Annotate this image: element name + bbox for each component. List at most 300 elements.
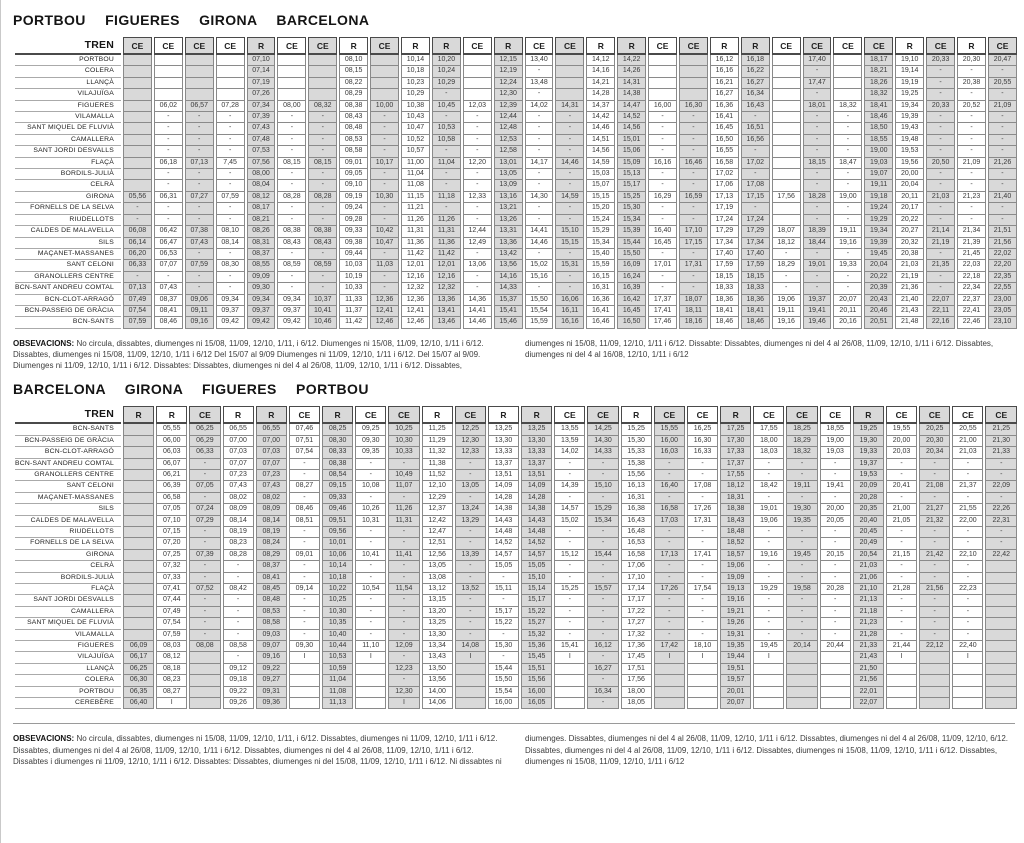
time-cell: - (741, 203, 770, 214)
time-cell: 20,33 (926, 55, 955, 66)
time-cell: 11,15 (401, 192, 430, 203)
time-cell: 12,01 (432, 260, 461, 271)
time-cell: 09,35 (355, 447, 386, 458)
table-row (15, 260, 1017, 271)
time-cell: 16,42 (617, 295, 646, 306)
time-cell: 14,16 (586, 66, 615, 77)
time-cell: - (687, 595, 718, 606)
time-cell: - (370, 203, 399, 214)
time-cell: 13,43 (422, 652, 453, 663)
time-cell: 18,03 (753, 447, 784, 458)
time-cell: 18,33 (741, 283, 770, 294)
time-cell: - (525, 180, 554, 191)
time-cell: 16,59 (679, 192, 708, 203)
time-cell: - (463, 249, 492, 260)
time-cell: - (355, 527, 386, 538)
time-cell: 07,03 (256, 447, 287, 458)
time-cell: 08,45 (256, 584, 287, 595)
time-cell: 20,03 (886, 447, 917, 458)
time-cell: 17,08 (687, 481, 718, 492)
time-cell: - (786, 561, 817, 572)
time-cell: 06,39 (156, 481, 187, 492)
train-type-cell: R (710, 37, 739, 55)
time-cell: 13,25 (521, 424, 552, 435)
time-cell (952, 698, 983, 709)
time-cell: 16,58 (621, 550, 652, 561)
time-cell: 15,29 (586, 226, 615, 237)
time-cell: - (488, 630, 519, 641)
time-cell: 15,30 (617, 203, 646, 214)
time-cell: 07,49 (156, 607, 187, 618)
time-cell: 17,31 (687, 516, 718, 527)
time-cell: 22,55 (988, 283, 1017, 294)
time-cell: - (753, 618, 784, 629)
time-cell: 18,41 (741, 306, 770, 317)
time-cell: 16,48 (621, 527, 652, 538)
time-cell: - (555, 112, 584, 123)
time-cell: 14,59 (586, 158, 615, 169)
time-cell: 16,34 (741, 89, 770, 100)
station-cell: SANT MIQUEL DE FLUVIÀ (15, 123, 121, 134)
time-cell: - (820, 561, 851, 572)
train-type-cell: CE (654, 406, 685, 424)
time-cell: 14,28 (488, 493, 519, 504)
time-cell: - (463, 180, 492, 191)
time-cell: 17,01 (648, 260, 677, 271)
time-cell: 15,25 (617, 192, 646, 203)
time-cell: - (189, 538, 220, 549)
time-cell: 14,28 (521, 493, 552, 504)
table-row (15, 516, 1017, 527)
time-cell: 18,32 (786, 447, 817, 458)
time-cell: 19,48 (895, 135, 924, 146)
time-cell (216, 89, 245, 100)
time-cell: - (833, 180, 862, 191)
time-cell: 10,52 (401, 135, 430, 146)
time-cell (820, 675, 851, 686)
time-cell: 13,59 (554, 436, 585, 447)
time-cell: 15,54 (525, 306, 554, 317)
time-cell: 20,07 (720, 698, 751, 709)
time-cell: 20,51 (864, 317, 893, 328)
time-cell: - (952, 561, 983, 572)
time-cell: 07,46 (289, 424, 320, 435)
time-cell: 15,02 (554, 516, 585, 527)
time-cell: 10,57 (401, 146, 430, 157)
time-cell: - (952, 573, 983, 584)
time-cell: 13,34 (422, 641, 453, 652)
time-cell: 11,07 (388, 481, 419, 492)
time-cell: 17,41 (648, 306, 677, 317)
time-cell: 08,37 (247, 249, 276, 260)
time-cell: - (587, 538, 618, 549)
time-cell: 07,39 (189, 550, 220, 561)
time-cell (123, 66, 152, 77)
time-cell: - (985, 538, 1017, 549)
time-cell: 07,49 (123, 295, 152, 306)
time-cell: - (679, 249, 708, 260)
time-cell: 11,37 (339, 306, 368, 317)
station-cell: MAÇANET-MASSANES (15, 249, 121, 260)
time-cell (654, 698, 685, 709)
time-cell (554, 664, 585, 675)
time-cell: 16,15 (586, 272, 615, 283)
train-type-cell: CE (753, 406, 784, 424)
time-cell: 15,27 (521, 618, 552, 629)
time-cell: 18,11 (679, 306, 708, 317)
time-cell (289, 687, 320, 698)
time-cell: - (654, 618, 685, 629)
time-cell: 20,50 (926, 158, 955, 169)
time-cell: 19,25 (895, 89, 924, 100)
table-row (15, 146, 1017, 157)
time-cell: 20,33 (926, 101, 955, 112)
table-row (15, 550, 1017, 561)
time-cell (952, 675, 983, 686)
time-cell: 22,01 (853, 687, 884, 698)
time-cell: - (753, 459, 784, 470)
time-cell: - (988, 66, 1017, 77)
time-cell: 19,11 (864, 180, 893, 191)
time-cell (189, 675, 220, 686)
time-cell: 18,07 (772, 226, 801, 237)
time-cell: 14,41 (463, 306, 492, 317)
time-cell: 07,07 (256, 459, 287, 470)
time-cell: 17,22 (621, 607, 652, 618)
time-cell: 08,09 (256, 504, 287, 515)
time-cell: - (189, 470, 220, 481)
time-cell: 18,32 (864, 89, 893, 100)
time-cell: - (388, 595, 419, 606)
time-cell: - (957, 89, 986, 100)
time-cell: 14,22 (617, 55, 646, 66)
time-cell: 14,56 (586, 146, 615, 157)
time-cell: 16,06 (555, 295, 584, 306)
time-cell (123, 146, 152, 157)
time-cell: - (463, 203, 492, 214)
time-cell (123, 527, 154, 538)
time-cell: - (555, 180, 584, 191)
time-cell: 11,25 (422, 424, 453, 435)
time-cell: 12,48 (494, 123, 523, 134)
time-cell: 12,39 (494, 101, 523, 112)
time-cell: - (833, 272, 862, 283)
time-cell: 15,59 (586, 260, 615, 271)
time-cell (355, 675, 386, 686)
time-cell (772, 123, 801, 134)
time-cell: 19,16 (753, 550, 784, 561)
time-cell: 10,53 (322, 652, 353, 663)
time-cell: 13,29 (455, 516, 486, 527)
train-type-cell: CE (886, 406, 917, 424)
time-cell (833, 78, 862, 89)
time-cell: 10,14 (322, 561, 353, 572)
time-cell: 17,29 (741, 226, 770, 237)
time-cell: - (216, 180, 245, 191)
time-cell: - (308, 135, 337, 146)
time-cell (123, 447, 154, 458)
time-cell: 10,43 (401, 112, 430, 123)
time-cell: 07,14 (247, 66, 276, 77)
time-cell: 14,46 (525, 238, 554, 249)
time-cell: - (388, 618, 419, 629)
time-cell: 11,36 (401, 238, 430, 249)
time-cell (308, 89, 337, 100)
station-cell: GIRONA (15, 192, 121, 203)
time-cell: - (355, 538, 386, 549)
time-cell: - (185, 272, 214, 283)
time-cell: 11,04 (322, 675, 353, 686)
time-cell: 13,37 (488, 459, 519, 470)
time-cell: 08,32 (308, 101, 337, 112)
train-type-cell: R (432, 37, 461, 55)
time-cell: 21,39 (957, 238, 986, 249)
time-cell: 17,19 (710, 203, 739, 214)
time-cell: 15,45 (521, 652, 552, 663)
time-cell: 07,48 (247, 135, 276, 146)
time-cell (277, 89, 306, 100)
time-cell: 07,23 (223, 470, 254, 481)
time-cell (308, 55, 337, 66)
time-cell: - (753, 493, 784, 504)
time-cell: - (587, 459, 618, 470)
time-cell: - (786, 470, 817, 481)
time-cell (455, 698, 486, 709)
time-cell: - (216, 272, 245, 283)
table-row (15, 112, 1017, 123)
time-cell: 21,08 (919, 481, 950, 492)
time-cell: - (289, 630, 320, 641)
time-cell (216, 66, 245, 77)
time-cell: 07,10 (247, 55, 276, 66)
time-cell: 17,10 (679, 226, 708, 237)
time-cell: 12,49 (463, 238, 492, 249)
time-cell: 22,07 (926, 295, 955, 306)
time-cell: 19,09 (720, 573, 751, 584)
time-cell: 07,59 (216, 192, 245, 203)
time-cell: - (654, 527, 685, 538)
time-cell: - (952, 527, 983, 538)
time-cell: 09,03 (256, 630, 287, 641)
time-cell: 22,00 (952, 516, 983, 527)
time-cell: 19,46 (803, 317, 832, 328)
time-cell: - (952, 595, 983, 606)
time-cell (123, 561, 154, 572)
time-cell: 18,26 (864, 78, 893, 89)
time-cell: - (985, 527, 1017, 538)
time-cell: 17,15 (741, 192, 770, 203)
time-cell (455, 664, 486, 675)
time-cell: 09,18 (223, 675, 254, 686)
time-cell: 11,04 (432, 158, 461, 169)
time-cell: - (388, 675, 419, 686)
time-cell: 09,37 (277, 306, 306, 317)
time-cell: 15,01 (617, 135, 646, 146)
station-cell: SANT CELONI (15, 481, 121, 492)
time-cell: - (189, 630, 220, 641)
time-cell: 16,16 (710, 66, 739, 77)
time-cell: 19,18 (864, 192, 893, 203)
train-type-cell: CE (216, 37, 245, 55)
time-cell: 17,30 (720, 436, 751, 447)
station-cell: CALDES DE MALAVELLA (15, 226, 121, 237)
time-cell: 07,27 (185, 192, 214, 203)
time-cell: - (289, 538, 320, 549)
table-row (15, 101, 1017, 112)
time-cell: - (308, 180, 337, 191)
time-cell: 10,14 (401, 55, 430, 66)
time-cell: - (154, 203, 183, 214)
time-cell: 21,03 (895, 260, 924, 271)
time-cell: - (370, 135, 399, 146)
time-cell: 14,17 (525, 158, 554, 169)
time-cell: 15,31 (555, 260, 584, 271)
time-cell: 07,33 (156, 573, 187, 584)
time-cell: 06,18 (154, 158, 183, 169)
time-cell: 20,34 (919, 447, 950, 458)
station-cell: SANT CELONI (15, 260, 121, 271)
time-cell: 15,56 (621, 470, 652, 481)
time-cell: 13,16 (494, 192, 523, 203)
station-cell: BCN-SANT ANDREU COMTAL (15, 459, 121, 470)
time-cell (289, 698, 320, 709)
time-cell: 19,10 (895, 55, 924, 66)
time-cell: 16,50 (617, 317, 646, 328)
time-cell: 19,39 (864, 238, 893, 249)
time-cell (772, 78, 801, 89)
time-cell: - (679, 272, 708, 283)
station-cell: VILAJUÏGA (15, 652, 121, 663)
time-cell: 19,29 (753, 584, 784, 595)
time-cell: 09,22 (256, 664, 287, 675)
time-cell: 21,55 (952, 504, 983, 515)
time-cell: - (185, 123, 214, 134)
time-cell (289, 664, 320, 675)
time-cell: 21,15 (886, 550, 917, 561)
time-cell (123, 630, 154, 641)
time-cell: - (216, 123, 245, 134)
time-cell: - (919, 607, 950, 618)
table-row (15, 283, 1017, 294)
time-cell: I (554, 652, 585, 663)
time-cell: 14,52 (521, 538, 552, 549)
time-cell: - (355, 470, 386, 481)
time-cell: - (388, 561, 419, 572)
station-cell: PORTBOU (15, 687, 121, 698)
time-cell: - (554, 527, 585, 538)
time-cell: 12,46 (401, 317, 430, 328)
table-row (15, 424, 1017, 435)
time-cell (772, 112, 801, 123)
time-cell (648, 66, 677, 77)
time-cell: 10,46 (308, 317, 337, 328)
time-cell: 16,22 (741, 66, 770, 77)
time-cell: 19,58 (786, 584, 817, 595)
time-cell: 08,09 (223, 504, 254, 515)
time-cell: - (388, 538, 419, 549)
time-cell: 18,15 (803, 158, 832, 169)
time-cell: 17,26 (654, 584, 685, 595)
time-cell: 15,39 (617, 226, 646, 237)
time-cell: 09,22 (223, 687, 254, 698)
time-cell: - (648, 169, 677, 180)
time-cell: 08,23 (156, 675, 187, 686)
time-cell: 09,10 (339, 180, 368, 191)
time-cell: 20,38 (957, 78, 986, 89)
time-cell: 14,30 (587, 436, 618, 447)
table-row (15, 215, 1017, 226)
time-cell: I (388, 698, 419, 709)
time-cell: 08,51 (289, 516, 320, 527)
time-cell: 19,33 (833, 260, 862, 271)
time-cell: 22,20 (988, 260, 1017, 271)
time-cell: 16,27 (587, 664, 618, 675)
time-cell: 15,22 (488, 618, 519, 629)
time-cell: 09,51 (322, 516, 353, 527)
time-cell: I (886, 652, 917, 663)
time-cell: - (185, 203, 214, 214)
time-cell: 15,34 (617, 215, 646, 226)
time-cell: - (189, 493, 220, 504)
time-cell: 16,40 (648, 226, 677, 237)
time-cell (455, 675, 486, 686)
time-cell: 08,23 (223, 538, 254, 549)
time-cell (753, 675, 784, 686)
time-cell: 18,55 (864, 135, 893, 146)
time-cell: 09,34 (277, 295, 306, 306)
time-cell: 19,19 (895, 78, 924, 89)
time-cell: 10,42 (370, 226, 399, 237)
time-cell: - (820, 618, 851, 629)
time-cell: 19,44 (720, 652, 751, 663)
time-cell (772, 55, 801, 66)
time-cell: 08,38 (339, 101, 368, 112)
time-cell: - (308, 146, 337, 157)
time-cell: 15,59 (525, 317, 554, 328)
time-cell: I (952, 652, 983, 663)
time-cell (555, 55, 584, 66)
time-cell: - (957, 66, 986, 77)
time-cell: 19,11 (833, 226, 862, 237)
time-cell: 17,55 (720, 470, 751, 481)
time-cell: 18,46 (741, 317, 770, 328)
table-row (15, 687, 1017, 698)
time-cell: - (308, 112, 337, 123)
time-cell: - (926, 272, 955, 283)
time-cell: 10,41 (355, 550, 386, 561)
time-cell: - (277, 135, 306, 146)
time-cell: 17,03 (654, 516, 685, 527)
time-cell: 14,57 (488, 550, 519, 561)
time-cell: 14,02 (525, 101, 554, 112)
time-cell: - (648, 112, 677, 123)
time-cell: 19,37 (853, 459, 884, 470)
time-cell: - (525, 146, 554, 157)
time-cell: - (388, 459, 419, 470)
time-cell: 13,51 (521, 470, 552, 481)
time-cell (123, 618, 154, 629)
time-cell: - (277, 123, 306, 134)
time-cell: - (216, 146, 245, 157)
time-cell: 10,19 (339, 272, 368, 283)
time-cell: - (753, 561, 784, 572)
time-cell: 09,06 (185, 295, 214, 306)
station-cell: FIGUERES (15, 641, 121, 652)
time-cell: 05,56 (123, 192, 152, 203)
time-cell: 09,42 (216, 317, 245, 328)
time-cell: - (525, 283, 554, 294)
time-cell: 21,42 (919, 550, 950, 561)
